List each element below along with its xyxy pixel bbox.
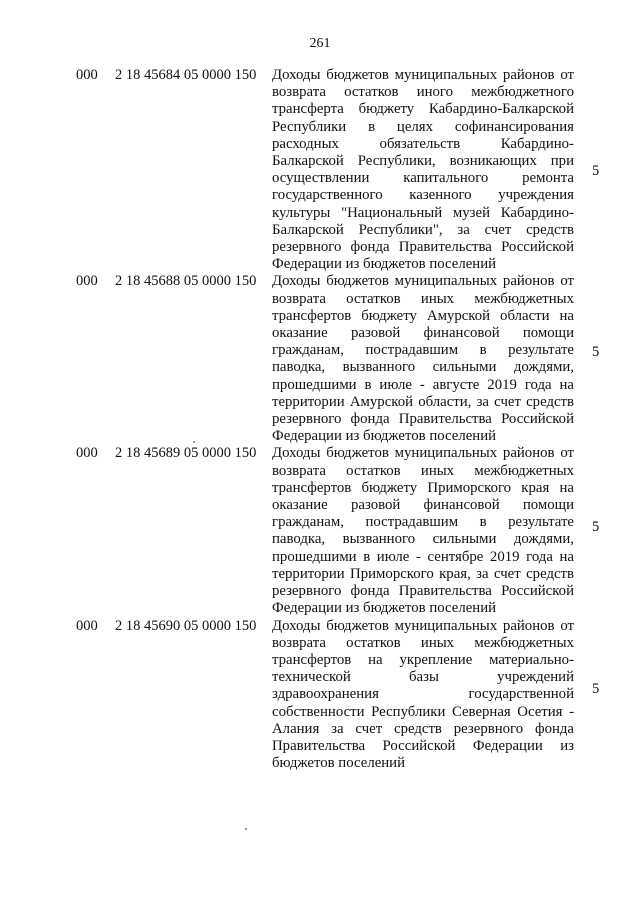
income-description xyxy=(272,273,574,445)
income-description xyxy=(272,445,574,617)
description-line: здравоохранения государственной xyxy=(272,686,574,703)
income-description xyxy=(272,618,574,773)
description-line: культуры "Национальный музей Кабардино- xyxy=(272,204,574,221)
description-line: возврата остатков иных межбюджетных xyxy=(272,290,574,307)
description-line: Федерации из бюджетов поселений xyxy=(272,256,497,273)
description-line: паводка, вызванного сильными дождями, xyxy=(272,531,574,548)
description-line: возврата остатков иного межбюджетного xyxy=(272,84,574,101)
description-line: территории Амурской области, за счет средств xyxy=(272,393,574,410)
description-line: Доходы бюджетов муниципальных районов от xyxy=(272,67,574,83)
table-row xyxy=(0,618,640,773)
description-line: Федерации из бюджетов поселений xyxy=(272,428,497,445)
description-line: технической базы учреждений xyxy=(272,669,574,686)
description-line: трансфертов бюджету Амурской области на xyxy=(272,307,574,324)
admin-code: 000 xyxy=(76,67,98,83)
page-number: 261 xyxy=(309,36,331,51)
budget-code: 2 18 45690 05 0000 150 xyxy=(115,617,257,634)
amount-value: 5 xyxy=(592,680,600,697)
description-line: Доходы бюджетов муниципальных районов от xyxy=(272,273,574,290)
admin-code: 000 xyxy=(76,445,98,462)
description-line: расходных обязательств Кабардино- xyxy=(272,135,574,152)
description-line: Балкарской Республики", за счет средств xyxy=(272,221,574,238)
description-line: государственного казенного учреждения xyxy=(272,187,574,204)
description-line: собственности Республики Северная Осетия - xyxy=(272,703,574,720)
description-line: трансфертов бюджету Приморского края на xyxy=(272,479,574,496)
income-description xyxy=(272,67,574,273)
scan-speck xyxy=(245,828,247,830)
budget-classification-table xyxy=(0,67,640,772)
description-line: прошедшими в июле - августе 2019 года на xyxy=(272,376,574,393)
admin-code: 000 xyxy=(76,617,98,634)
amount-value: 5 xyxy=(592,344,600,361)
description-line: бюджетов поселений xyxy=(272,755,406,772)
description-line: резервного фонда Правительства Российской xyxy=(272,239,574,256)
budget-code: 2 18 45688 05 0000 150 xyxy=(115,273,257,290)
description-line: гражданам, пострадавшим в результате xyxy=(272,342,574,359)
description-line: возврата остатков иных межбюджетных xyxy=(272,634,574,651)
description-line: прошедшими в июле - сентябре 2019 года на xyxy=(272,548,574,565)
description-line: трансфертов на укрепление материально- xyxy=(272,651,574,668)
amount-value: 5 xyxy=(592,163,600,179)
scan-speck xyxy=(193,441,195,443)
description-line: оказание разовой финансовой помощи xyxy=(272,325,574,342)
description-line: Правительства Российской Федерации из xyxy=(272,737,574,754)
table-row xyxy=(0,67,640,273)
budget-code: 2 18 45689 05 0000 150 xyxy=(115,445,257,462)
description-line: территории Приморского края, за счет средств xyxy=(272,565,574,582)
description-line: осуществлении капитального ремонта xyxy=(272,170,574,187)
description-line: Доходы бюджетов муниципальных районов от xyxy=(272,617,574,634)
admin-code: 000 xyxy=(76,273,98,290)
description-line: гражданам, пострадавшим в результате xyxy=(272,514,574,531)
table-row xyxy=(0,445,640,617)
description-line: резервного фонда Правительства Российской xyxy=(272,583,574,600)
description-line: трансферта бюджету Кабардино-Балкарской xyxy=(272,101,574,118)
amount-value: 5 xyxy=(592,519,600,536)
description-line: возврата остатков иных межбюджетных xyxy=(272,462,574,479)
description-line: оказание разовой финансовой помощи xyxy=(272,497,574,514)
description-line: Алания за счет средств резервного фонда xyxy=(272,720,574,737)
description-line: Доходы бюджетов муниципальных районов от xyxy=(272,445,574,462)
description-line: резервного фонда Правительства Российской xyxy=(272,411,574,428)
description-line: паводка, вызванного сильными дождями, xyxy=(272,359,574,376)
description-line: Республики в целях софинансирования xyxy=(272,118,574,135)
budget-code: 2 18 45684 05 0000 150 xyxy=(115,67,257,83)
table-row xyxy=(0,273,640,445)
description-line: Балкарской Республики, возникающих при xyxy=(272,153,574,170)
description-line: Федерации из бюджетов поселений xyxy=(272,600,497,617)
